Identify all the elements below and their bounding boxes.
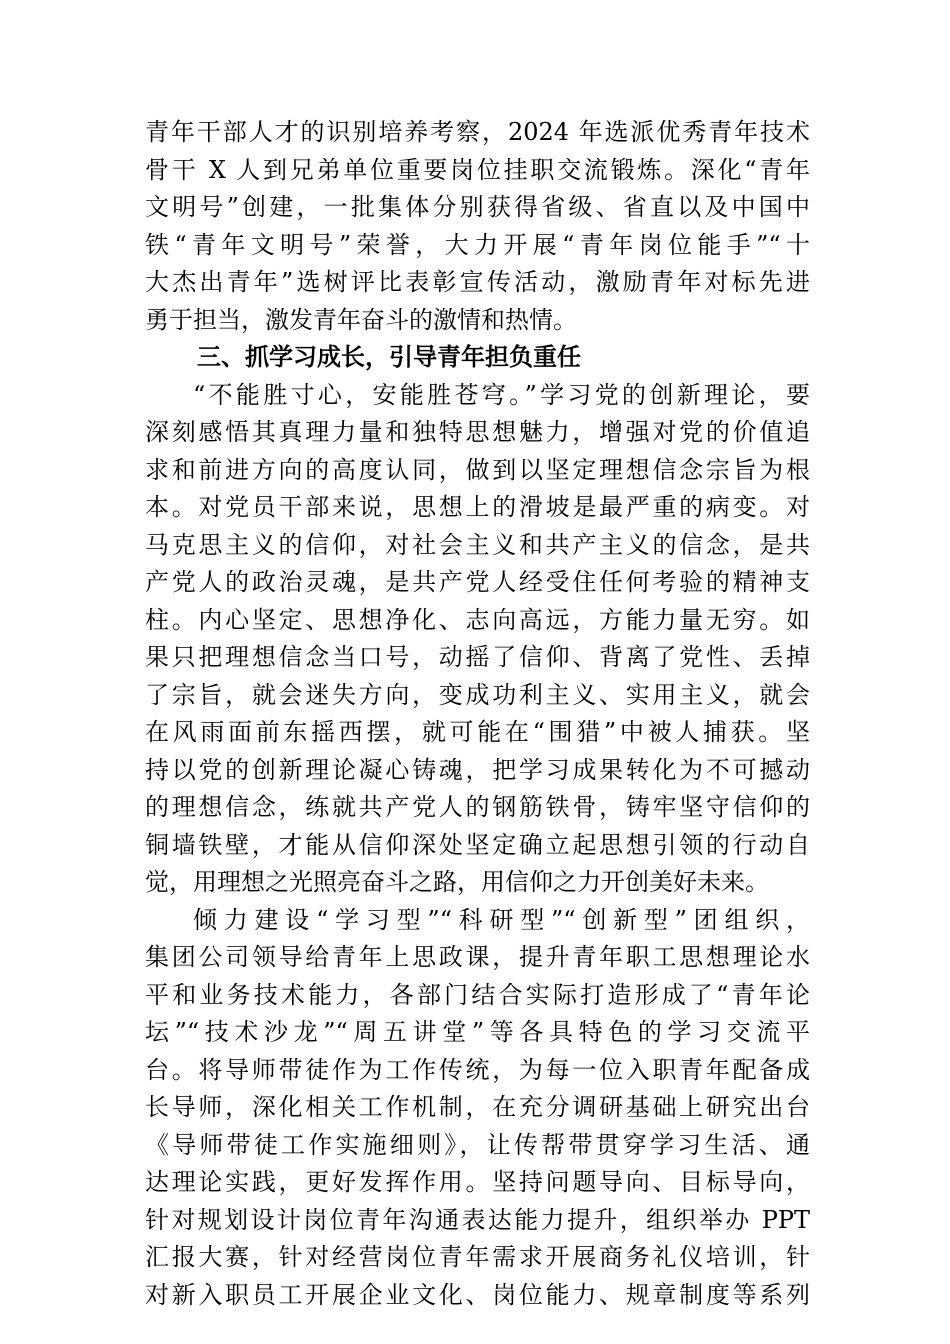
paragraph-line: 骨干 X 人到兄弟单位重要岗位挂职交流锻炼。深化“青年 (145, 155, 810, 184)
document-body (145, 114, 810, 1314)
paragraph-line: 坛”“技术沙龙”“周五讲堂”等各具特色的学习交流平 (145, 1018, 810, 1046)
paragraph-line: 的理想信念，练就共产党人的钢筋铁骨，铸牢坚守信仰的 (145, 793, 810, 821)
section-heading: 三、抓学习成长，引导青年担负重任 (197, 343, 581, 371)
paragraph-line: 文明号”创建，一批集体分别获得省级、省直以及中国中 (145, 193, 810, 221)
paragraph-line: 本。对党员干部来说，思想上的滑坡是最严重的病变。对 (145, 493, 810, 521)
paragraph-line: 《导师带徒工作实施细则》，让传帮带贯穿学习生活、通 (145, 1130, 810, 1159)
paragraph-line: 青年干部人才的识别培养考察，2024 年选派优秀青年技术 (145, 118, 810, 146)
paragraph-line: 持以党的创新理论凝心铸魂，把学习成果转化为不可撼动 (145, 755, 810, 784)
paragraph-line: 铜墙铁壁，才能从信仰深处坚定确立起思想引领的行动自 (145, 830, 810, 859)
paragraph-line: 汇报大赛，针对经营岗位青年需求开展商务礼仪培训，针 (145, 1243, 810, 1271)
paragraph-line: 达理论实践，更好发挥作用。坚持问题导向、目标导向， (145, 1168, 810, 1196)
paragraph-line: 台。将导师带徒作为工作传统，为每一位入职青年配备成 (145, 1055, 810, 1084)
paragraph-line: 对新入职员工开展企业文化、岗位能力、规章制度等系列 (145, 1280, 810, 1309)
paragraph-line: 了宗旨，就会迷失方向，变成功利主义、实用主义，就会 (145, 680, 810, 709)
paragraph-line: 平和业务技术能力，各部门结合实际打造形成了“青年论 (145, 980, 810, 1009)
paragraph-line: 针对规划设计岗位青年沟通表达能力提升，组织举办 PPT (145, 1205, 810, 1234)
paragraph-line: 勇于担当，激发青年奋斗的激情和热情。 (145, 305, 577, 334)
paragraph-line: 在风雨面前东摇西摆，就可能在“围猎”中被人捕获。坚 (145, 718, 810, 746)
paragraph-line: 柱。内心坚定、思想净化、志向高远，方能力量无穷。如 (145, 605, 810, 634)
paragraph-line: 大杰出青年”选树评比表彰宣传活动，激励青年对标先进 (145, 268, 810, 296)
paragraph-line: 果只把理想信念当口号，动摇了信仰、背离了党性、丢掉 (145, 643, 810, 671)
paragraph-line: 长导师，深化相关工作机制，在充分调研基础上研究出台 (145, 1093, 810, 1121)
paragraph-line: 集团公司领导给青年上思政课，提升青年职工思想理论水 (145, 943, 810, 971)
paragraph-line: 马克思主义的信仰，对社会主义和共产主义的信念，是共 (145, 530, 810, 559)
paragraph-line: 深刻感悟其真理力量和独特思想魅力，增强对党的价值追 (145, 418, 810, 446)
paragraph-line: 觉，用理想之光照亮奋斗之路，用信仰之力开创美好未来。 (145, 868, 769, 896)
paragraph-line: 产党人的政治灵魂，是共产党人经受住任何考验的精神支 (145, 568, 810, 596)
paragraph-line: “不能胜寸心，安能胜苍穹。”学习党的创新理论，要 (193, 380, 810, 409)
paragraph-line: 铁“青年文明号”荣誉，大力开展“青年岗位能手”“十 (145, 230, 810, 259)
paragraph-line: 求和前进方向的高度认同，做到以坚定理想信念宗旨为根 (145, 455, 810, 484)
paragraph-line: 倾力建设“学习型”“科研型”“创新型”团组织， (193, 905, 810, 934)
